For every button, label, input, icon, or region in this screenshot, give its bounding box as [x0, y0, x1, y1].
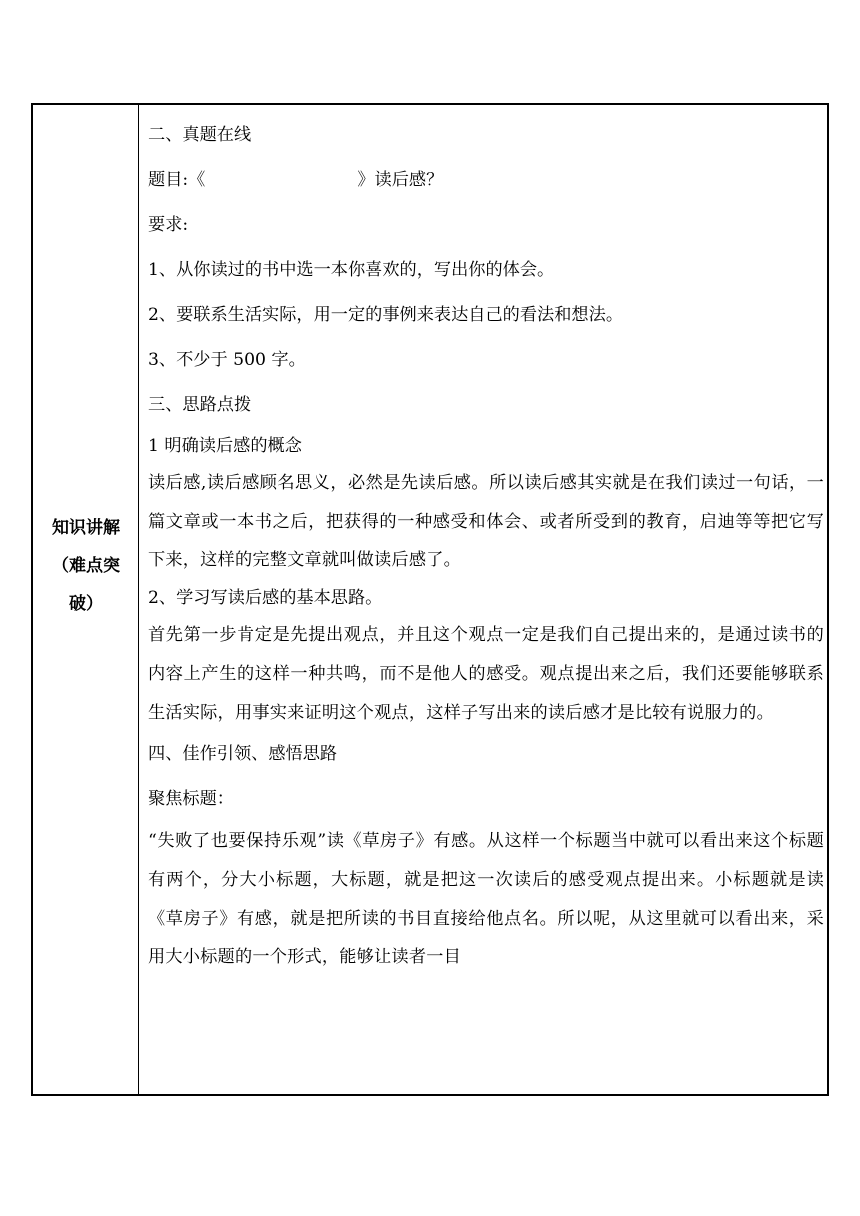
label-cell — [33, 105, 139, 1094]
content-cell — [140, 105, 827, 1094]
focus-text: “失败了也要保持乐观”读《草房子》有感。从这样一个标题当中就可以看出来这个标题有两个，分大小标题，大标题，就是把这一次读后的感受观点提出来。小标题就是读《草房子》有感，就是把所读的书目直接给他点名。所以呢，从这里就可以看出来，采用大小标题的一个形式，能够让读者一目 — [148, 831, 824, 968]
side-label-line3: 破） — [69, 594, 103, 614]
requirement-1: 1、从你读过的书中选一本你喜欢的，写出你的体会。 — [148, 260, 555, 280]
point1-text: 读后感,读后感顾名思义，必然是先读后感。所以读后感其实就是在我们读过一句话，一篇文章或一本书之后，把获得的一种感受和体会、或者所受到的教育，启迪等等把它写下来，这样的完整文章就叫做读后感了。 — [148, 473, 824, 571]
content-body — [148, 113, 824, 977]
topic-line — [148, 158, 824, 203]
side-label — [33, 509, 139, 623]
topic-prefix: 题目:《 — [148, 170, 206, 190]
point2-text: 首先第一步肯定是先提出观点，并且这个观点一定是我们自己提出来的，是通过读书的内容上产生的这样一种共鸣，而不是他人的感受。观点提出来之后，我们还要能够联系生活实际，用事实来证明这个观点，这样子写出来的读后感才是比较有说服力的。 — [148, 625, 824, 723]
requirement-3: 3、不少于 500 字。 — [148, 350, 306, 370]
focus-label: 聚焦标题： — [148, 789, 234, 810]
side-label-line2: （难点突 — [52, 556, 120, 576]
topic-suffix: 》读后感？ — [357, 170, 444, 190]
point1-title: 1 明确读后感的概念 — [148, 436, 302, 456]
section4-heading: 四、佳作引领、感悟思路 — [148, 744, 338, 765]
section3-heading: 三、思路点拨 — [148, 395, 252, 415]
section2-heading: 二、真题在线 — [148, 125, 252, 145]
content-table — [31, 103, 829, 1096]
side-label-line1: 知识讲解 — [52, 518, 120, 538]
point2-title: 2、学习写读后感的基本思路。 — [148, 588, 383, 609]
requirements-label: 要求: — [148, 215, 189, 235]
requirement-2: 2、要联系生活实际，用一定的事例来表达自己的看法和想法。 — [148, 305, 624, 325]
